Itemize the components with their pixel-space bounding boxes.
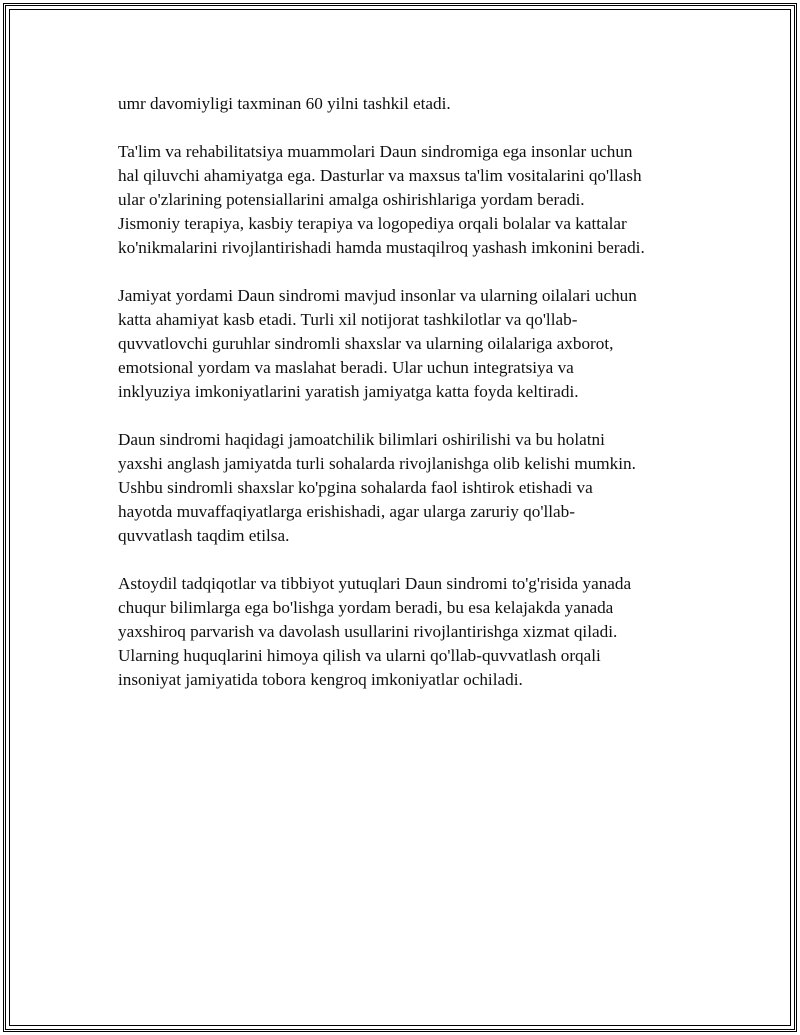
paragraph-1: umr davomiyligi taxminan 60 yilni tashkil etadi.: [118, 94, 451, 113]
paragraph-3: Jamiyat yordami Daun sindromi mavjud insonlar va ularning oilalari uchun katta ahamiyat kasb etadi. Turli xil notijorat tashkilotlar va qo'llab- quvvatlovchi guruhlar sindromli shaxslar va ularning oilalariga axborot, emotsional yordam va maslahat beradi. Ular uchun integratsiya va inklyuziya imkoniyatlarini yaratish jamiyatga katta foyda keltiradi.: [118, 286, 637, 401]
paragraph-5: Astoydil tadqiqotlar va tibbiyot yutuqlari Daun sindromi to'g'risida yanada chuqur bilimlarga ega bo'lishga yordam beradi, bu esa kelajakda yanada yaxshiroq parvarish va davolash usullarini rivojlantirishga xizmat qiladi. Ularning huquqlarini himoya qilish va ularni qo'llab-quvvatlash orqali insoniyat jamiyatida tobora kengroq imkoniyatlar ochiladi.: [118, 574, 632, 689]
document-body: [118, 92, 708, 716]
paragraph-2: Ta'lim va rehabilitatsiya muammolari Daun sindromiga ega insonlar uchun hal qiluvchi ahamiyatga ega. Dasturlar va maxsus ta'lim vositalarini qo'llash ular o'zlarining potensiallarini amalga oshirishlariga yordam beradi. Jismoniy terapiya, kasbiy terapiya va logopediya orqali bolalar va kattalar ko'nikmalarini rivojlantirishadi hamda mustaqilroq yashash imkonini beradi.: [118, 142, 645, 257]
paragraph-4: Daun sindromi haqidagi jamoatchilik bilimlari oshirilishi va bu holatni yaxshi anglash jamiyatda turli sohalarda rivojlanishga olib kelishi mumkin. Ushbu sindromli shaxslar ko'pgina sohalarda faol ishtirok etishadi va hayotda muvaffaqiyatlarga erishishadi, agar ularga zaruriy qo'llab- quvvatlash taqdim etilsa.: [118, 430, 636, 545]
